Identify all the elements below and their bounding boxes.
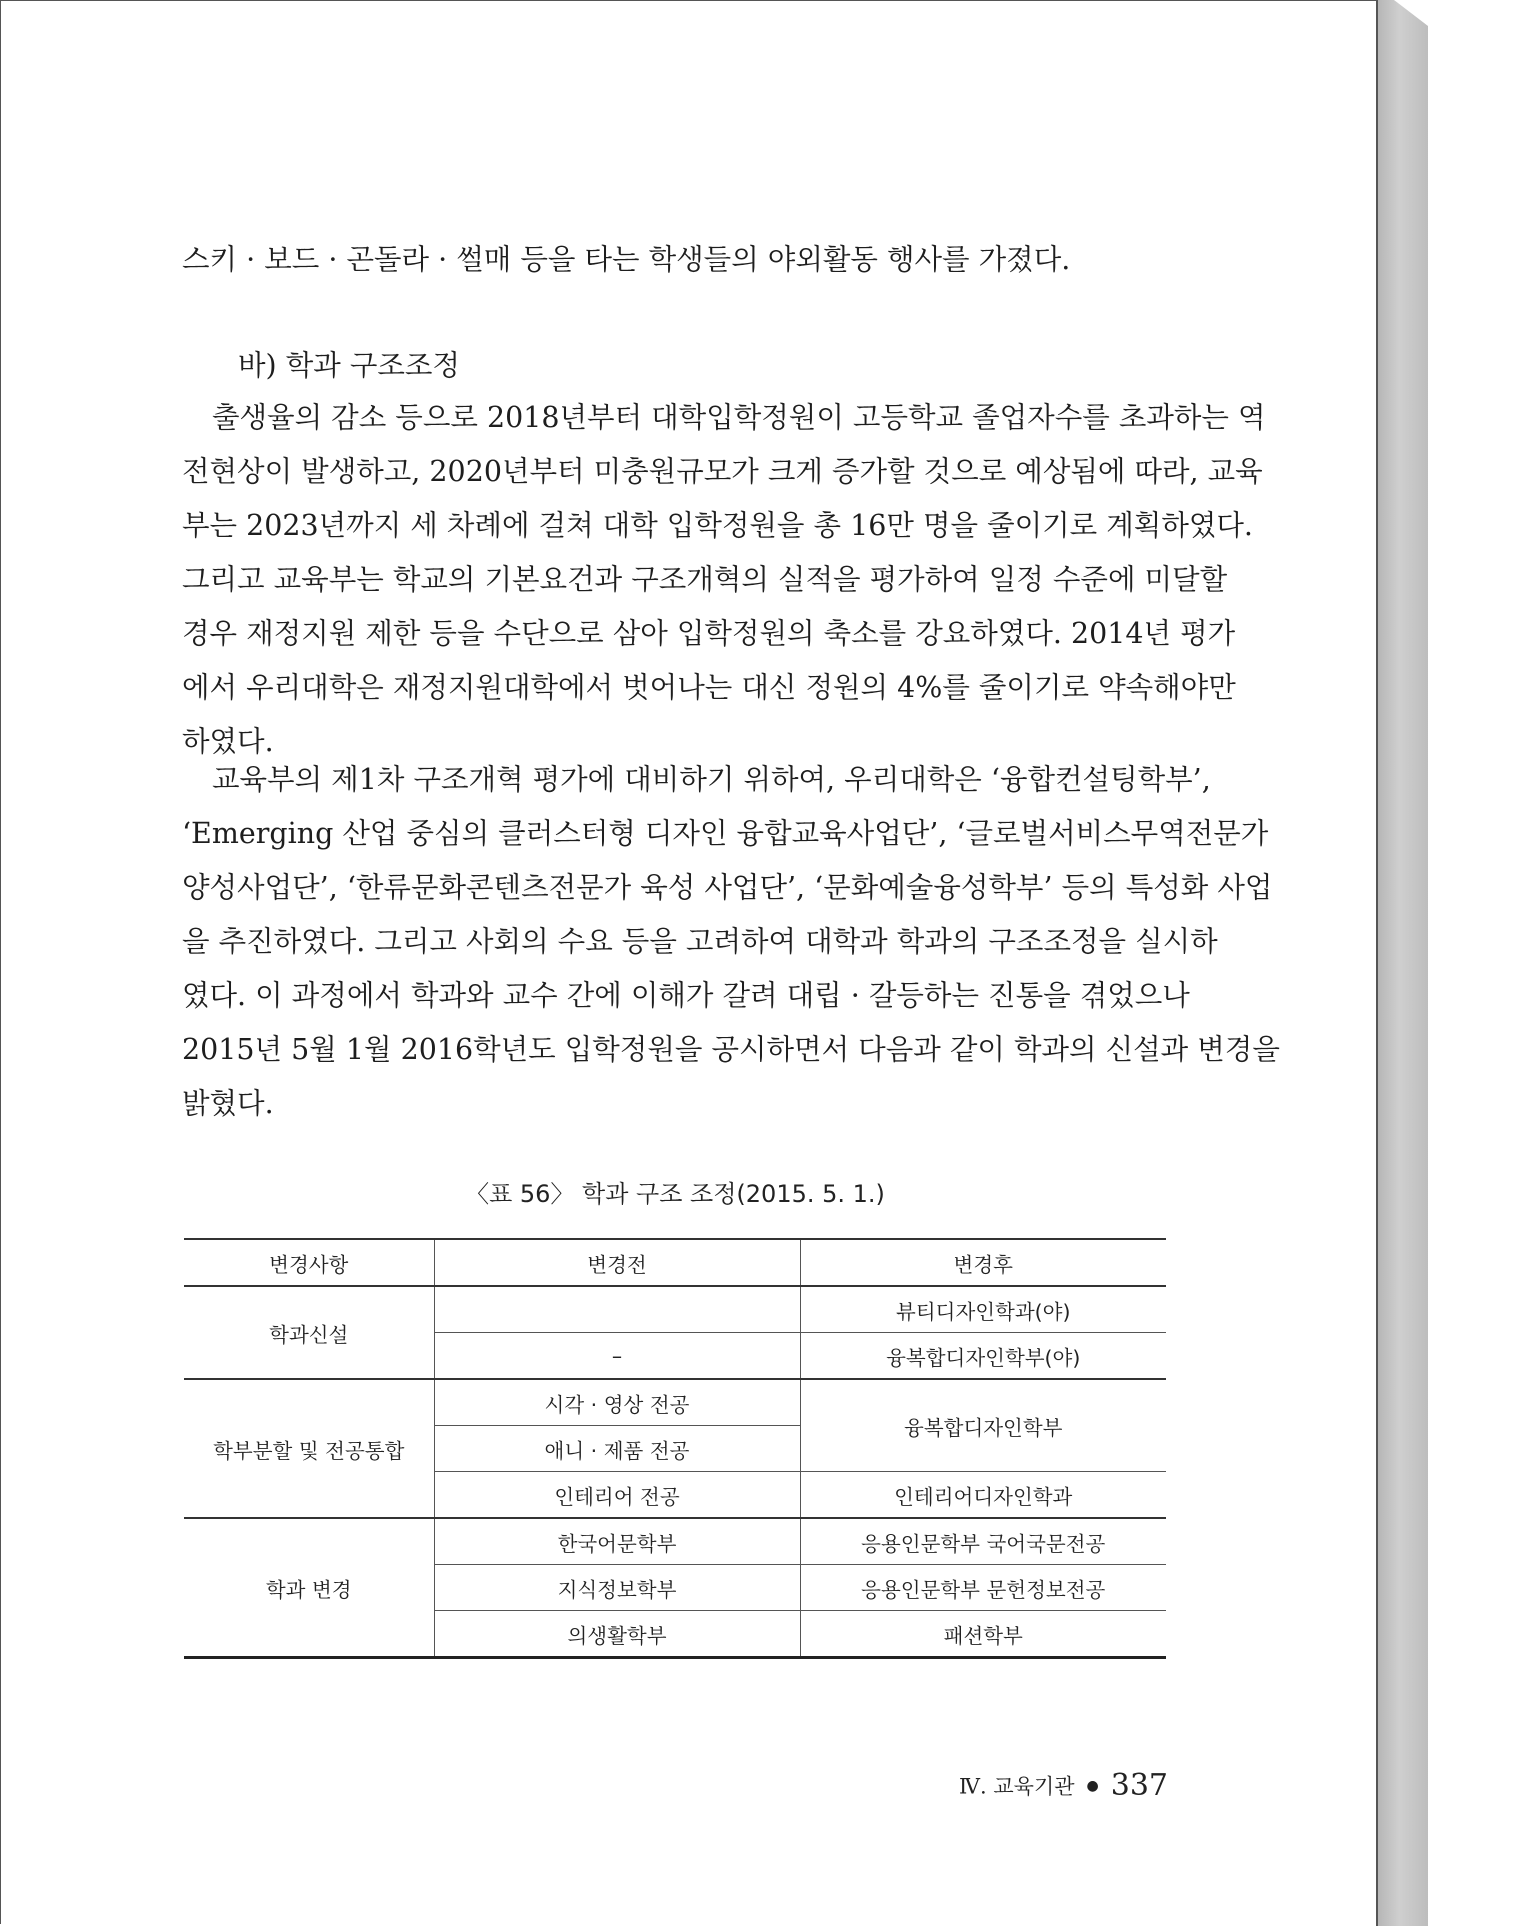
page-footer [959,1768,1168,1803]
paragraph-line: 하였다. [182,725,274,758]
header-after: 변경후 [800,1239,1166,1286]
after-cell: 뷰티디자인학과(야) [800,1286,1166,1333]
bullet-icon: ● [1086,1777,1099,1794]
section-heading: 바) 학과 구조조정 [238,349,460,382]
before-cell: 한국어문학부 [434,1518,800,1565]
paragraph-line: 경우 재정지원 제한 등을 수단으로 삼아 입학정원의 축소를 강요하였다. 2014년 평가 [182,617,1236,650]
page-stack-edge [1376,0,1428,1926]
paragraph-line: 양성사업단’, ‘한류문화콘텐츠전문가 육성 사업단’, ‘문화예술융성학부’ 등의 특성화 사업 [182,871,1273,904]
after-cell: 패션학부 [800,1611,1166,1658]
intro-text: 스키 · 보드 · 곤돌라 · 썰매 등을 타는 학생들의 야외활동 행사를 가졌다. [182,243,1071,276]
table-row [184,1379,1166,1426]
department-restructuring-table [184,1238,1166,1659]
paragraph-line: 교육부의 제1차 구조개혁 평가에 대비하기 위하여, 우리대학은 ‘융합컨설팅학부’, [212,763,1211,796]
before-cell: 시각 · 영상 전공 [434,1379,800,1426]
after-cell: 융복합디자인학부 [800,1379,1166,1472]
table-header-row [184,1239,1166,1286]
after-cell: 인테리어디자인학과 [800,1472,1166,1519]
paragraph-line: 전현상이 발생하고, 2020년부터 미충원규모가 크게 증가할 것으로 예상됨에 따라, 교육 [182,455,1263,488]
before-cell [434,1286,800,1333]
paragraph-line: 2015년 5월 1월 2016학년도 입학정원을 공시하면서 다음과 같이 학과의 신설과 변경을 [182,1033,1280,1066]
after-cell: 융복합디자인학부(야) [800,1333,1166,1380]
before-cell: 지식정보학부 [434,1565,800,1611]
table-row [184,1518,1166,1565]
paragraph-line: 였다. 이 과정에서 학과와 교수 간에 이해가 갈려 대립 · 갈등하는 진통을 겪었으나 [182,979,1190,1012]
page-number: 337 [1110,1768,1168,1803]
table-caption: 〈표 56〉 학과 구조 조정(2015. 5. 1.) [465,1180,885,1208]
before-cell: 의생활학부 [434,1611,800,1658]
table-row [184,1286,1166,1333]
after-cell: 응용인문학부 국어국문전공 [800,1518,1166,1565]
paragraph-line: 밝혔다. [182,1087,274,1120]
group-rename: 학과 변경 [184,1518,434,1658]
page-edge-border [1376,0,1378,1926]
paragraph-line: 부는 2023년까지 세 차례에 걸쳐 대학 입학정원을 총 16만 명을 줄이기로 계획하였다. [182,509,1253,542]
footer-section-title: Ⅳ. 교육기관 [959,1774,1075,1799]
group-new-department: 학과신설 [184,1286,434,1379]
paragraph-line: 에서 우리대학은 재정지원대학에서 벗어나는 대신 정원의 4%를 줄이기로 약속해야만 [182,671,1236,704]
paragraph-line: 그리고 교육부는 학교의 기본요건과 구조개혁의 실적을 평가하여 일정 수준에 미달할 [182,563,1228,596]
header-before: 변경전 [434,1239,800,1286]
paragraph-line: ‘Emerging 산업 중심의 클러스터형 디자인 융합교육사업단’, ‘글로벌서비스무역전문가 [182,817,1269,850]
paragraph-line: 출생율의 감소 등으로 2018년부터 대학입학정원이 고등학교 졸업자수를 초과하는 역 [212,401,1266,434]
before-cell: – [434,1333,800,1380]
after-cell: 응용인문학부 문헌정보전공 [800,1565,1166,1611]
paragraph-line: 을 추진하였다. 그리고 사회의 수요 등을 고려하여 대학과 학과의 구조조정을 실시하 [182,925,1218,958]
before-cell: 인테리어 전공 [434,1472,800,1519]
before-cell: 애니 · 제품 전공 [434,1426,800,1472]
group-split-merge: 학부분할 및 전공통합 [184,1379,434,1518]
header-change-type: 변경사항 [184,1239,434,1286]
